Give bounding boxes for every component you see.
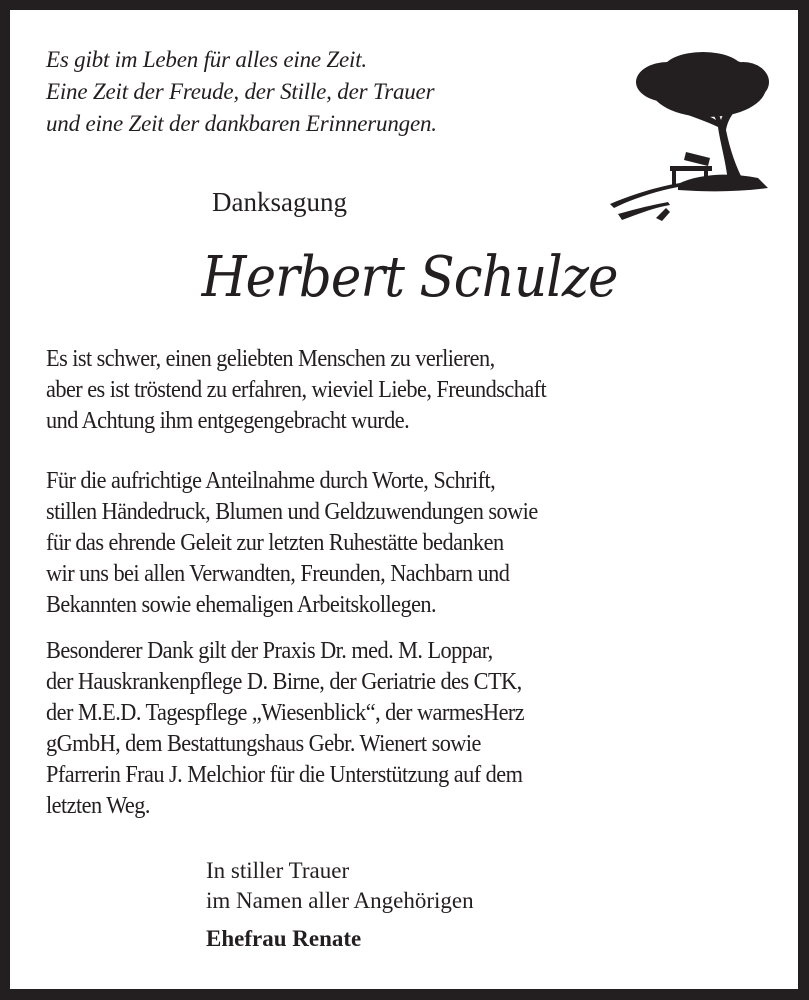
obituary-notice <box>10 10 798 989</box>
closing-line: In stiller Trauer <box>206 858 350 883</box>
text-line: für das ehrende Geleit zur letzten Ruhestätte bedanken <box>46 530 504 556</box>
text-line: und Achtung ihm entgegengebracht wurde. <box>46 408 410 434</box>
text-line: letzten Weg. <box>46 793 150 819</box>
motto-line: und eine Zeit der dankbaren Erinnerungen. <box>46 111 437 136</box>
signature: Ehefrau Renate <box>206 926 362 951</box>
text-line: Bekannten sowie ehemaligen Arbeitskollegen. <box>46 592 437 618</box>
text-line: Besonderer Dank gilt der Praxis Dr. med. M. Loppar, <box>46 638 493 664</box>
text-line: wir uns bei allen Verwandten, Freunden, Nachbarn und <box>46 561 510 587</box>
text-line: gGmbH, dem Bestattungshaus Gebr. Wienert sowie <box>46 731 481 757</box>
text-line: Es ist schwer, einen geliebten Menschen zu verlieren, <box>46 346 495 372</box>
closing-block <box>206 856 474 954</box>
text-line: Pfarrerin Frau J. Melchior für die Unterstützung auf dem <box>46 762 523 788</box>
motto-line: Eine Zeit der Freude, der Stille, der Trauer <box>46 79 435 104</box>
motto-verse <box>46 44 437 140</box>
text-line: der Hauskrankenpflege D. Birne, der Geriatrie des CTK, <box>46 669 522 695</box>
paragraph-1 <box>46 344 786 437</box>
motto-line: Es gibt im Leben für alles eine Zeit. <box>46 47 367 72</box>
tree-bench-illustration <box>608 32 778 222</box>
text-line: Für die aufrichtige Anteilnahme durch Worte, Schrift, <box>46 468 496 494</box>
closing-line: im Namen aller Angehörigen <box>206 888 474 913</box>
paragraph-3 <box>46 636 786 822</box>
text-line: aber es ist tröstend zu erfahren, wieviel Liebe, Freundschaft <box>46 377 547 403</box>
paragraph-2 <box>46 466 786 621</box>
text-line: der M.E.D. Tagespflege „Wiesenblick“, der warmesHerz <box>46 700 525 726</box>
heading: Danksagung <box>212 187 347 217</box>
text-line: stillen Händedruck, Blumen und Geldzuwendungen sowie <box>46 499 538 525</box>
deceased-name: Herbert Schulze <box>201 245 618 310</box>
